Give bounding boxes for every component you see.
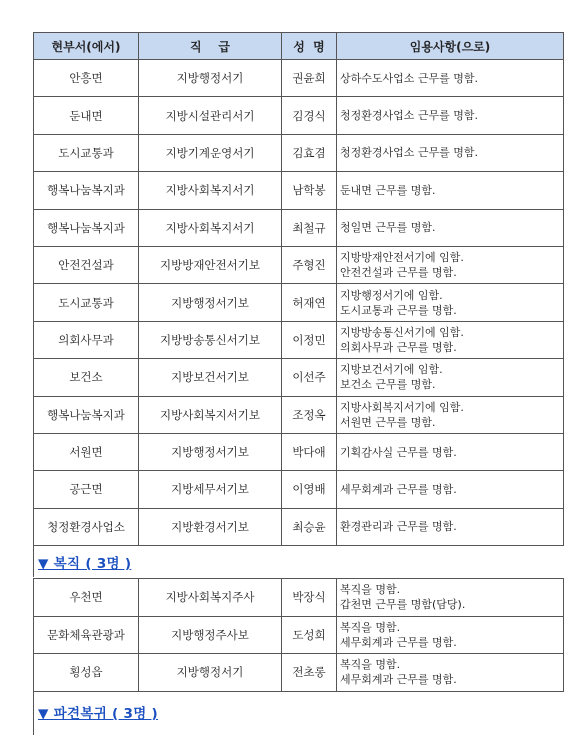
notes-line-1: 복직을 명함. [340,658,401,672]
cell-department: 횡성읍 [34,654,139,692]
cell-name: 이선주 [282,359,337,396]
notes-line-1: 청일면 근무를 명함. [340,221,436,235]
table-row [34,172,564,209]
cell-grade: 지방방재안전서기보 [139,246,282,283]
cell-grade: 지방사회복지서기 [139,209,282,246]
cell-department: 문화체육관광과 [34,616,139,654]
cell-department: 도시교통과 [34,284,139,321]
appointment-table [33,32,564,546]
section-header-reinstatement: ▼ 복직 ( 3명 ) [38,556,132,572]
cell-department: 보건소 [34,359,139,396]
cell-department: 의회사무과 [34,321,139,358]
cell-name: 최철규 [282,209,337,246]
cell-grade: 지방행정서기보 [139,433,282,470]
cell-department: 행복나눔복지과 [34,209,139,246]
notes-line-1: 환경관리과 근무를 명함. [340,520,457,534]
table-row [34,321,564,358]
left-border-line [33,535,34,577]
cell-notes [337,209,564,246]
notes-line-1: 복직을 명함. [340,583,401,597]
table-row [34,508,564,545]
cell-department: 청정환경사업소 [34,508,139,545]
notes-line-1: 복직을 명함. [340,620,401,634]
cell-grade: 지방행정서기보 [139,284,282,321]
cell-name: 조정옥 [282,396,337,433]
cell-notes [337,508,564,545]
notes-line-2: 도시교통과 근무를 명함. [340,303,457,317]
table-row [34,654,564,692]
table-row [34,579,564,617]
cell-grade: 지방방송통신서기보 [139,321,282,358]
table-row [34,97,564,134]
notes-line-1: 지방사회복지서기에 임함. [340,400,464,414]
table-row [34,359,564,396]
cell-grade: 지방행정서기 [139,60,282,97]
cell-grade: 지방환경서기보 [139,508,282,545]
notes-line-1: 지방방송통신서기에 임함. [340,325,464,339]
cell-department: 행복나눔복지과 [34,396,139,433]
cell-name: 박다애 [282,433,337,470]
cell-name: 박장식 [282,579,337,617]
cell-notes [337,321,564,358]
table-row [34,396,564,433]
cell-grade: 지방사회복지서기보 [139,396,282,433]
notes-line-1: 둔내면 근무를 명함. [340,183,436,197]
notes-line-2: 서원면 근무를 명함. [340,415,436,429]
reinstatement-table [33,578,564,692]
cell-grade: 지방기계운영서기 [139,134,282,171]
notes-line-2: 세무회계과 근무를 명함. [340,635,457,649]
cell-name: 전초롱 [282,654,337,692]
header-name: 성 명 [282,33,337,60]
notes-line-2: 세무회계과 근무를 명함. [340,673,457,687]
cell-department: 우천면 [34,579,139,617]
cell-notes [337,396,564,433]
cell-name: 주형진 [282,246,337,283]
table-row [34,134,564,171]
notes-line-1: 기획감사실 근무를 명함. [340,445,457,459]
table-row [34,60,564,97]
cell-department: 안전건설과 [34,246,139,283]
cell-grade: 지방행정서기 [139,654,282,692]
cell-grade: 지방보건서기보 [139,359,282,396]
notes-line-2: 의회사무과 근무를 명함. [340,340,457,354]
cell-notes [337,97,564,134]
table-row [34,246,564,283]
header-notes: 임용사항(으로) [337,33,564,60]
notes-line-2: 안전건설과 근무를 명함. [340,266,457,280]
cell-notes [337,60,564,97]
table-row [34,209,564,246]
cell-department: 둔내면 [34,97,139,134]
cell-notes [337,359,564,396]
cell-notes [337,579,564,617]
cell-name: 최승윤 [282,508,337,545]
notes-line-1: 청정환경사업소 근무를 명함. [340,146,479,160]
cell-grade: 지방시설관리서기 [139,97,282,134]
table-row [34,471,564,508]
appointment-table-body [34,60,564,546]
cell-name: 권윤희 [282,60,337,97]
cell-department: 공근면 [34,471,139,508]
cell-name: 이정민 [282,321,337,358]
notes-line-1: 청정환경사업소 근무를 명함. [340,109,479,123]
cell-name: 도성희 [282,616,337,654]
cell-notes [337,471,564,508]
section-header-dispatch-return: ▼ 파견복귀 ( 3명 ) [38,706,159,722]
cell-name: 김효겸 [282,134,337,171]
notes-line-1: 세무회계과 근무를 명함. [340,482,457,496]
cell-grade: 지방세무서기보 [139,471,282,508]
notes-line-1: 지방보건서기에 임함. [340,363,443,377]
cell-name: 이영배 [282,471,337,508]
notes-line-1: 지방방재안전서기에 임함. [340,251,464,265]
cell-name: 남학봉 [282,172,337,209]
cell-department: 도시교통과 [34,134,139,171]
cell-department: 안흥면 [34,60,139,97]
table-row [34,284,564,321]
cell-grade: 지방행정주사보 [139,616,282,654]
cell-notes [337,654,564,692]
cell-notes [337,284,564,321]
cell-grade: 지방사회복지주사 [139,579,282,617]
notes-line-1: 상하수도사업소 근무를 명함. [340,71,479,85]
cell-notes [337,433,564,470]
cell-notes [337,246,564,283]
notes-line-2: 갑천면 근무를 명함(담당). [340,598,466,612]
cell-department: 서원면 [34,433,139,470]
left-border-line [33,690,34,735]
cell-grade: 지방사회복지서기 [139,172,282,209]
table-row [34,433,564,470]
cell-notes [337,172,564,209]
notes-line-2: 보건소 근무를 명함. [340,378,436,392]
header-department: 현부서(에서) [34,33,139,60]
notes-line-1: 지방행정서기에 임함. [340,288,443,302]
cell-name: 허재연 [282,284,337,321]
reinstatement-table-body [34,579,564,692]
table-row [34,616,564,654]
cell-department: 행복나눔복지과 [34,172,139,209]
cell-notes [337,616,564,654]
header-grade: 직 급 [139,33,282,60]
table-header-row [34,33,564,60]
cell-name: 김경식 [282,97,337,134]
cell-notes [337,134,564,171]
